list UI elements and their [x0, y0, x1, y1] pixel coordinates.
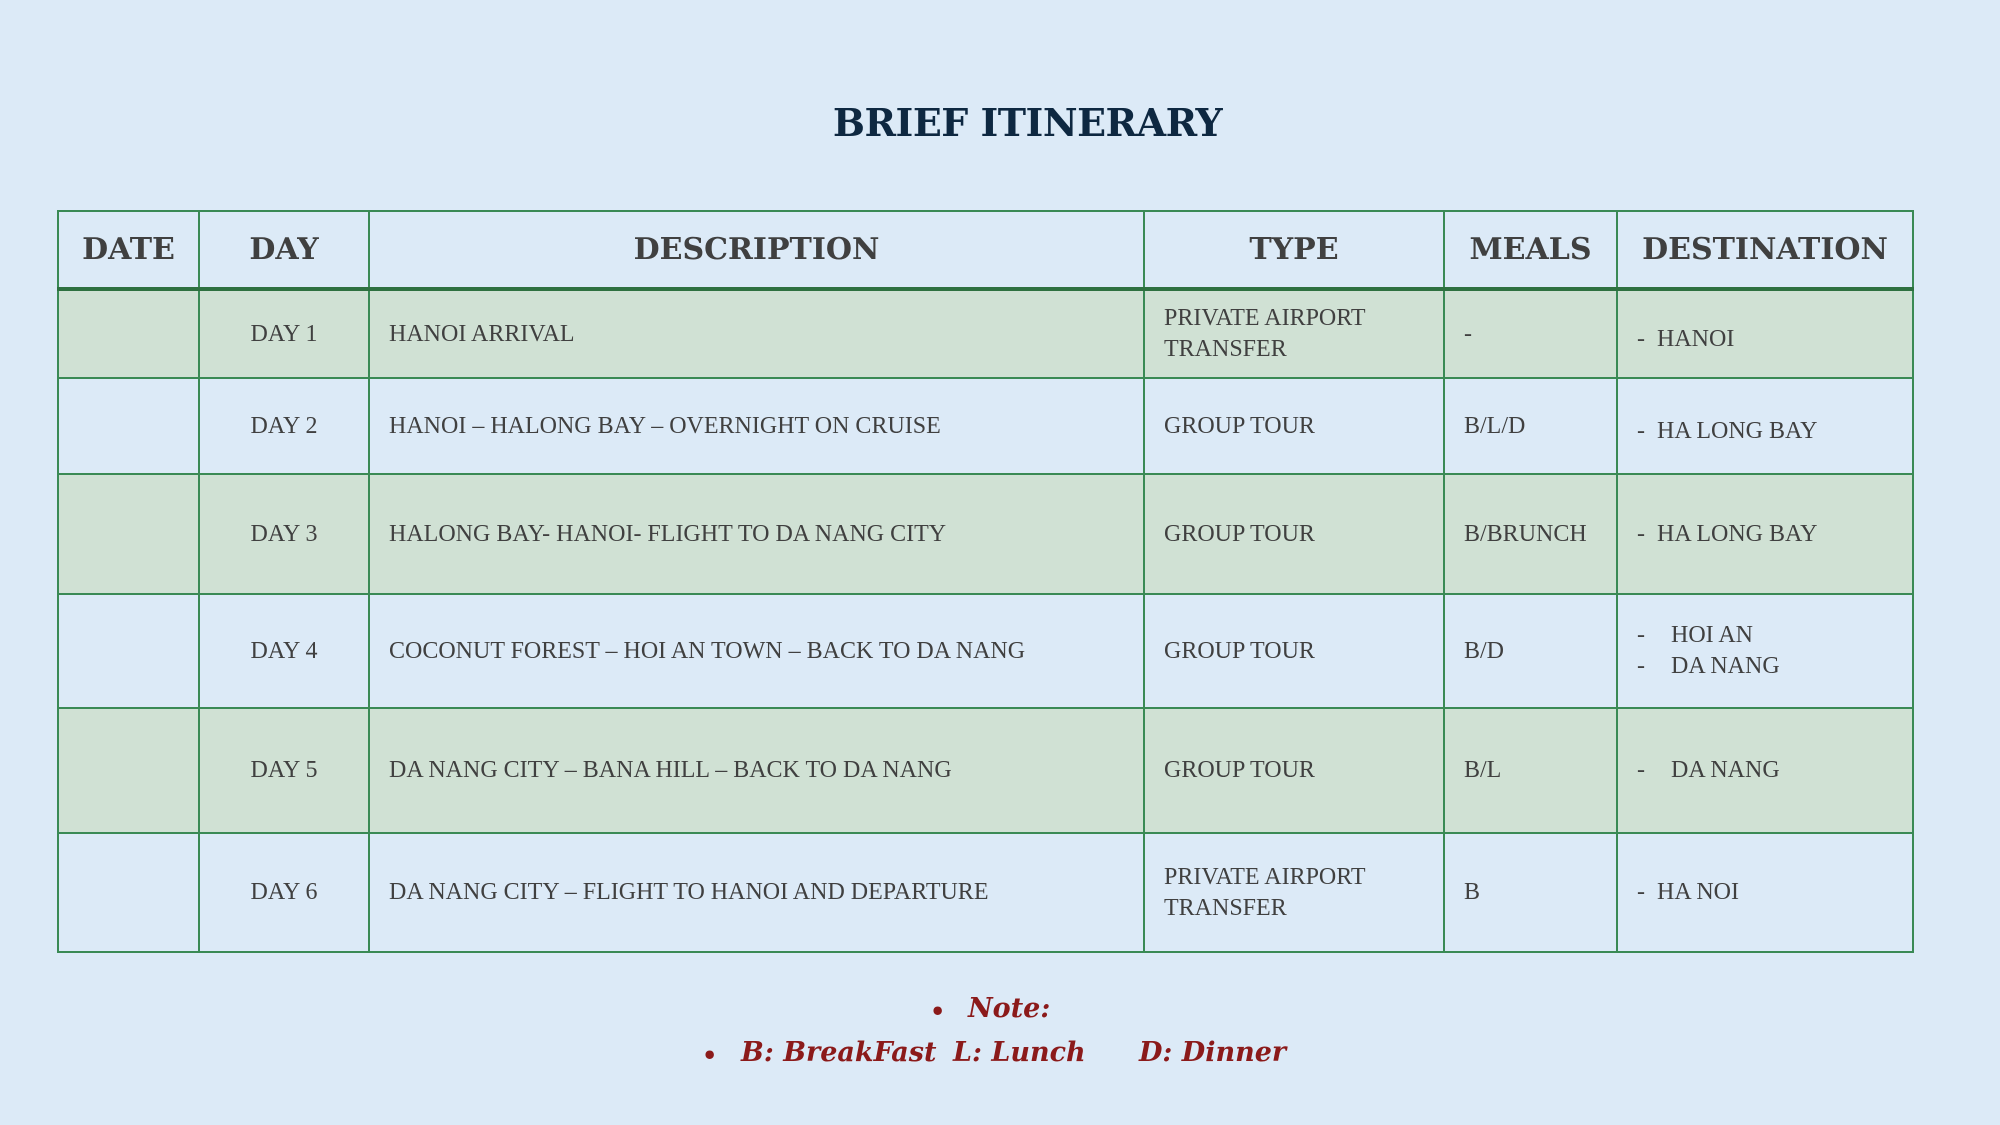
table-row: [58, 708, 1913, 833]
destination-item: - HA LONG BAY: [1637, 520, 1818, 547]
description-cell: HANOI – HALONG BAY – OVERNIGHT ON CRUISE: [369, 378, 1144, 474]
type-cell: GROUP TOUR: [1144, 378, 1444, 474]
day-cell: DAY 6: [199, 833, 369, 952]
date-cell: [58, 289, 199, 378]
description-cell: HANOI ARRIVAL: [369, 289, 1144, 378]
type-cell: GROUP TOUR: [1144, 708, 1444, 833]
destination-item: - DA NANG: [1637, 757, 1780, 783]
day-cell: DAY 4: [199, 594, 369, 708]
page-title: BRIEF ITINERARY: [832, 100, 1223, 145]
type-cell: PRIVATE AIRPORT TRANSFER: [1144, 833, 1444, 952]
bullet-icon: •: [930, 997, 946, 1026]
table-row: [58, 594, 1913, 708]
meals-cell: B/BRUNCH: [1444, 474, 1617, 594]
type-cell: PRIVATE AIRPORT TRANSFER: [1144, 289, 1444, 378]
day-cell: DAY 3: [199, 474, 369, 594]
meals-cell: B/L/D: [1444, 378, 1617, 474]
description-cell: DA NANG CITY – FLIGHT TO HANOI AND DEPARTURE: [369, 833, 1144, 952]
header-destination: DESTINATION: [1617, 211, 1913, 289]
legend-lunch: L: Lunch: [953, 1037, 1086, 1068]
destination-item: - HANOI: [1637, 325, 1735, 352]
destination-item: - DA NANG: [1637, 653, 1780, 679]
destination-item: - HA NOI: [1637, 879, 1739, 905]
table-row: [58, 474, 1913, 594]
destination-cell: [1617, 474, 1913, 594]
date-cell: [58, 474, 199, 594]
bullet-icon: •: [702, 1041, 718, 1070]
table-row: [58, 833, 1913, 952]
meals-cell: -: [1444, 289, 1617, 378]
date-cell: [58, 833, 199, 952]
day-cell: DAY 2: [199, 378, 369, 474]
header-meals: MEALS: [1444, 211, 1617, 289]
meals-cell: B: [1444, 833, 1617, 952]
destination-cell: [1617, 594, 1913, 708]
table-row: [58, 289, 1913, 378]
header-description: DESCRIPTION: [369, 211, 1144, 289]
header-day: DAY: [199, 211, 369, 289]
type-cell: GROUP TOUR: [1144, 474, 1444, 594]
table-header-row: [58, 211, 1913, 289]
table-row: [58, 378, 1913, 474]
date-cell: [58, 594, 199, 708]
day-cell: DAY 1: [199, 289, 369, 378]
legend-dinner: D: Dinner: [1139, 1037, 1287, 1068]
date-cell: [58, 708, 199, 833]
legend-breakfast: B: BreakFast: [741, 1037, 937, 1068]
destination-cell: [1617, 289, 1913, 378]
description-cell: DA NANG CITY – BANA HILL – BACK TO DA NANG: [369, 708, 1144, 833]
destination-item: - HA LONG BAY: [1637, 417, 1818, 444]
header-type: TYPE: [1144, 211, 1444, 289]
destination-cell: [1617, 833, 1913, 952]
description-cell: COCONUT FOREST – HOI AN TOWN – BACK TO DA NANG: [369, 594, 1144, 708]
header-date: DATE: [58, 211, 199, 289]
type-cell: GROUP TOUR: [1144, 594, 1444, 708]
note-label: Note:: [968, 993, 1051, 1024]
meals-cell: B/D: [1444, 594, 1617, 708]
destination-item: - HOI AN: [1637, 622, 1753, 648]
itinerary-table: [57, 210, 1914, 953]
meals-cell: B/L: [1444, 708, 1617, 833]
destination-cell: [1617, 378, 1913, 474]
date-cell: [58, 378, 199, 474]
destination-cell: [1617, 708, 1913, 833]
day-cell: DAY 5: [199, 708, 369, 833]
description-cell: HALONG BAY- HANOI- FLIGHT TO DA NANG CITY: [369, 474, 1144, 594]
